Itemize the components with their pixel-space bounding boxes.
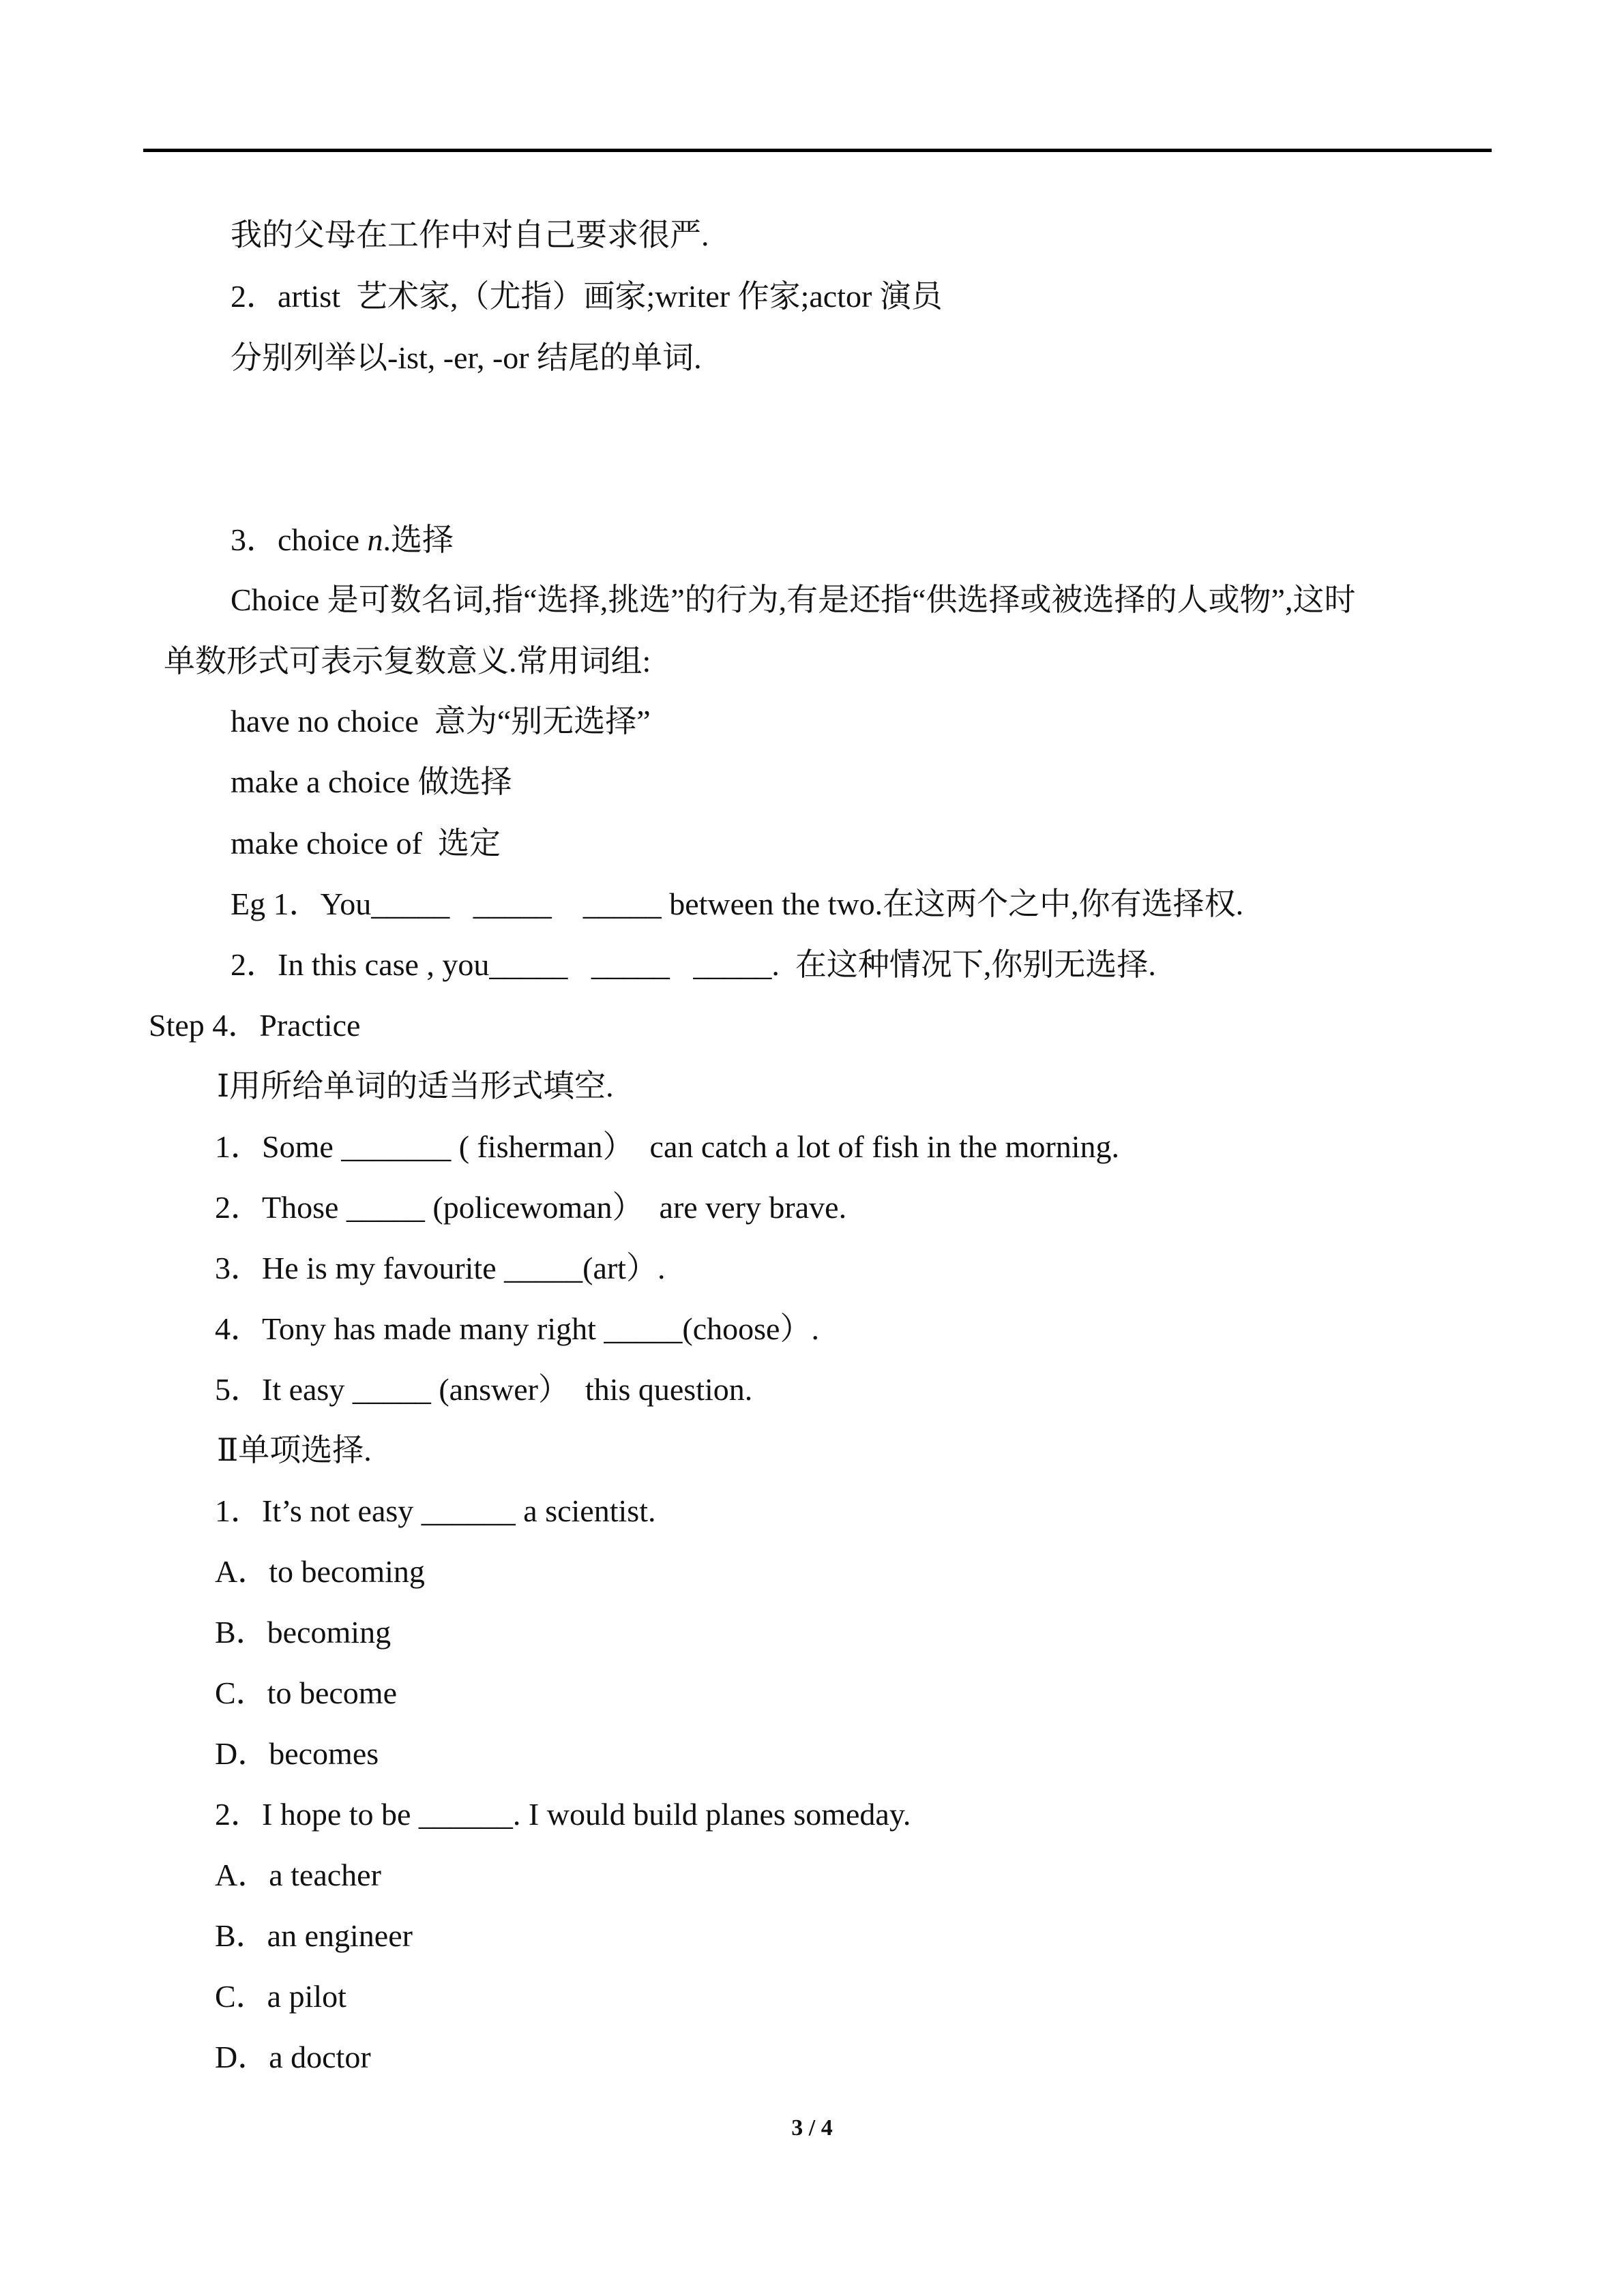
text-line: 分别列举以-ist, -er, -or 结尾的单词. xyxy=(231,340,702,375)
phrase-line: make a choice 做选择 xyxy=(231,764,512,799)
option-item: C．to become xyxy=(215,1675,397,1710)
exercise-item: 5．It easy _____ (answer） this question. xyxy=(215,1372,753,1407)
option-item: B．becoming xyxy=(215,1615,392,1650)
exercise-item: 1．Some _______ ( fisherman） can catch a lot of fish in the morning. xyxy=(215,1129,1120,1164)
heading-choice xyxy=(231,520,454,561)
option-item: A．to becoming xyxy=(215,1554,425,1589)
heading-choice-word: 3．choice xyxy=(231,522,368,557)
exercise-item: 4．Tony has made many right _____(choose）. xyxy=(215,1311,819,1346)
option-item: C．a pilot xyxy=(215,1979,346,2014)
example-line: 2．In this case , you_____ _____ _____. 在这种情况下,你别无选择. xyxy=(231,947,1156,982)
exercise-title: Ⅱ单项选择. xyxy=(217,1433,372,1467)
phrase-line: make choice of 选定 xyxy=(231,826,501,861)
page-number: 3 / 4 xyxy=(791,2115,833,2141)
text-line: 单数形式可表示复数意义.常用词组: xyxy=(164,644,651,679)
exercise-item: 2．Those _____ (policewoman） are very brave. xyxy=(215,1190,847,1225)
exercise-title: Ⅰ用所给单词的适当形式填空. xyxy=(217,1069,614,1103)
exercise-item: 3．He is my favourite _____(art）. xyxy=(215,1251,666,1285)
header-rule xyxy=(143,149,1492,152)
section-heading: Step 4．Practice xyxy=(149,1008,361,1043)
option-item: A．a teacher xyxy=(215,1858,381,1892)
heading-choice-meaning: .选择 xyxy=(383,522,454,557)
text-line: 我的父母在工作中对自己要求很严. xyxy=(231,218,709,252)
option-item: D．a doctor xyxy=(215,2040,371,2074)
example-line: Eg 1．You_____ _____ _____ between the two.在这两个之中,你有选择权. xyxy=(231,886,1244,921)
phrase-line: have no choice 意为“别无选择” xyxy=(231,704,651,739)
option-item: D．becomes xyxy=(215,1736,379,1771)
text-line: Choice 是可数名词,指“选择,挑选”的行为,有是还指“供选择或被选择的人或物”,这时 xyxy=(231,582,1356,617)
option-item: B．an engineer xyxy=(215,1918,413,1953)
question-item: 1．It’s not easy ______ a scientist. xyxy=(215,1493,656,1528)
text-line: 2．artist 艺术家,（尤指）画家;writer 作家;actor 演员 xyxy=(231,279,943,314)
question-item: 2．I hope to be ______. I would build planes someday. xyxy=(215,1797,911,1832)
part-of-speech: n xyxy=(367,522,383,557)
